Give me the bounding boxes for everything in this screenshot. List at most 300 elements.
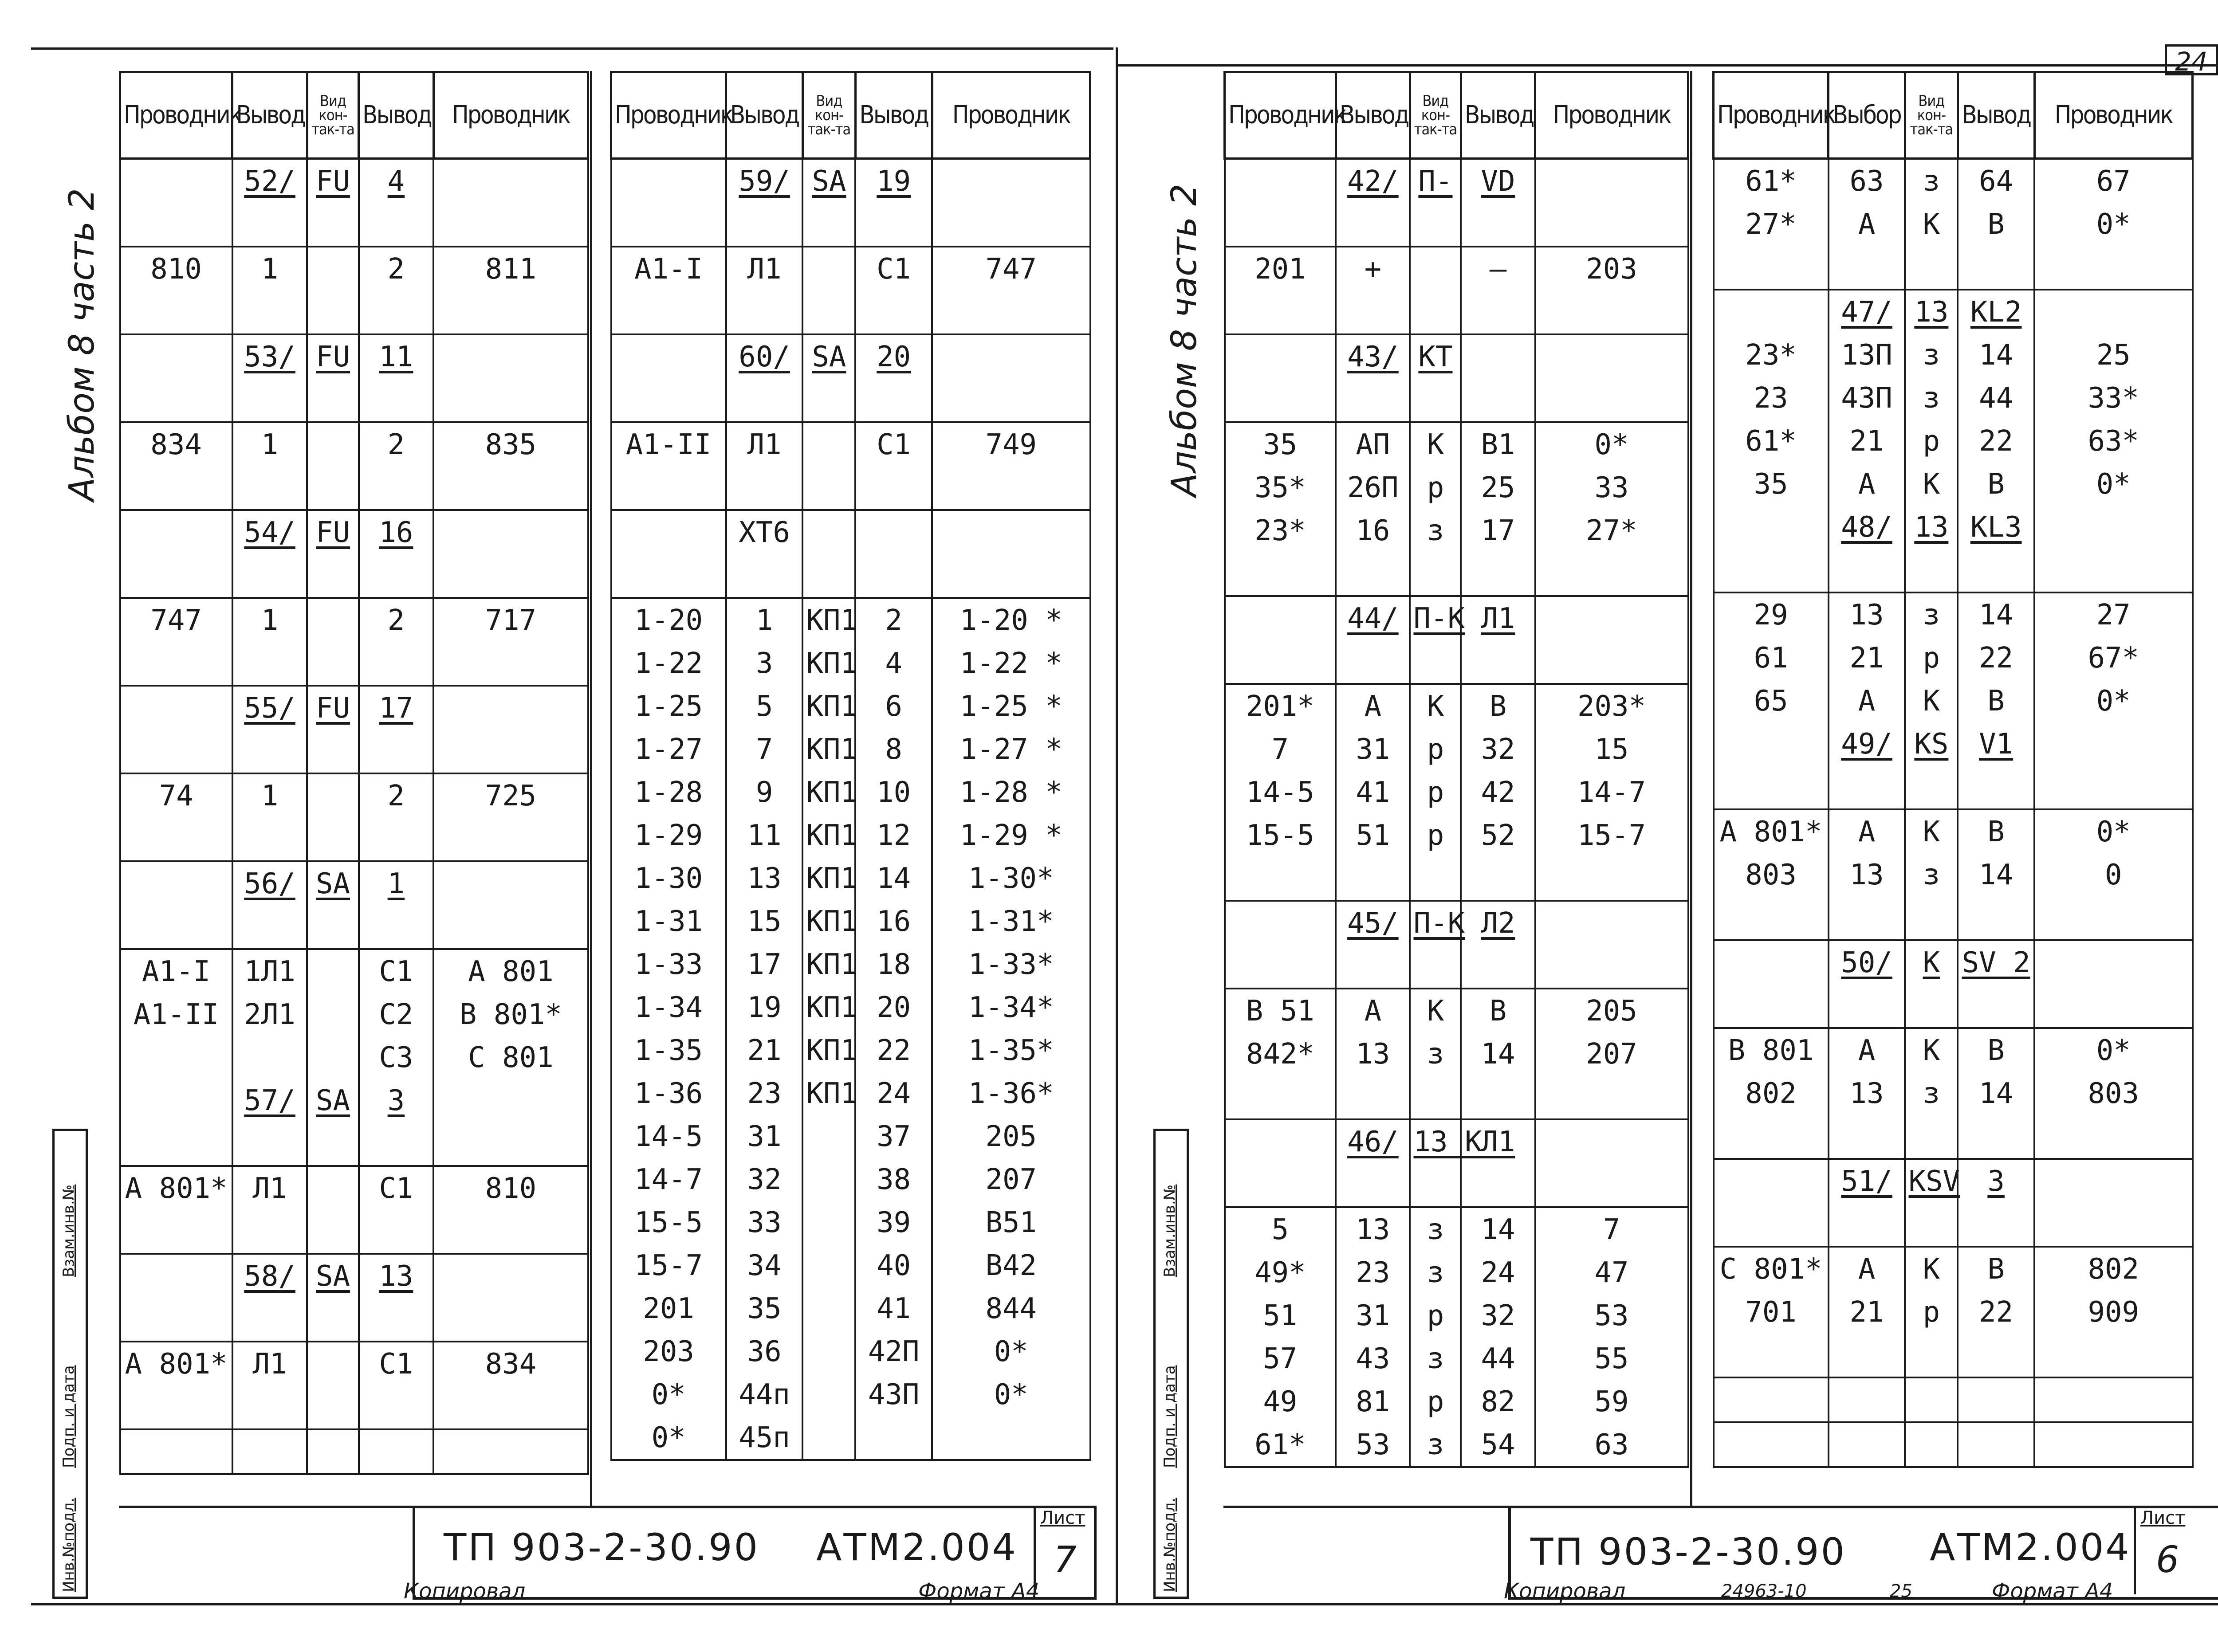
table-cell [1905, 1377, 1958, 1422]
right-table-2 [1712, 71, 2194, 1468]
table-cell: К [1905, 940, 1958, 984]
table-cell [2034, 940, 2192, 984]
table-row [611, 642, 1090, 685]
table-cell: А [1829, 1028, 1905, 1072]
table-cell [1905, 1115, 1958, 1159]
table-cell [120, 554, 232, 598]
table-cell [1410, 857, 1461, 901]
table-cell [232, 817, 307, 861]
table-cell: 205 [1535, 989, 1688, 1032]
table-cell: П- [1410, 159, 1461, 203]
table-cell: 41 [855, 1287, 932, 1330]
table-cell: 834 [120, 422, 232, 466]
table-cell [1225, 159, 1336, 203]
table-cell: 3 [726, 642, 803, 685]
table-cell: 13 [1905, 290, 1958, 334]
table-cell [1905, 1422, 1958, 1467]
table-cell: 0* [2034, 809, 2192, 853]
table-cell: з [1905, 593, 1958, 636]
table-cell [232, 466, 307, 510]
table-cell: 60/ [726, 334, 803, 378]
table-cell [433, 290, 588, 334]
table-cell: 14 [1958, 593, 2034, 636]
table-cell [1958, 896, 2034, 940]
table-cell: 10 [855, 771, 932, 814]
table-cell [1958, 765, 2034, 809]
table-cell [307, 598, 358, 642]
table-row [1714, 1422, 2193, 1467]
table-row [1714, 765, 2193, 809]
table-cell: К [1905, 809, 1958, 853]
table-cell: з [1410, 1251, 1461, 1294]
table-row [1714, 1377, 2193, 1422]
table-cell: 16 [855, 900, 932, 943]
table-cell: 18 [855, 943, 932, 986]
table-cell [2034, 722, 2192, 765]
table-cell: 31 [726, 1115, 803, 1158]
table-cell: А [1829, 203, 1905, 246]
table-cell: А [1829, 679, 1905, 722]
table-row [1225, 814, 1688, 857]
table-row [120, 598, 588, 642]
right-stamp-label-1: Инв.№подл. [1161, 1498, 1179, 1592]
table-cell [1535, 640, 1688, 684]
table-row [611, 1287, 1090, 1330]
table-row [611, 814, 1090, 857]
table-cell: 11 [726, 814, 803, 857]
column-header: Выбор [1829, 72, 1905, 159]
table-cell [1829, 1377, 1905, 1422]
table-row [120, 159, 588, 203]
column-header: Вид кон-так-та [802, 72, 855, 159]
table-cell [359, 817, 434, 861]
table-cell [359, 642, 434, 686]
table-cell: 43/ [1336, 334, 1410, 378]
table-cell: 54 [1461, 1423, 1535, 1467]
table-cell: KL2 [1958, 290, 2034, 334]
table-row [120, 290, 588, 334]
table-cell [611, 510, 726, 554]
table-row [1225, 1380, 1688, 1423]
table-cell [1336, 290, 1410, 334]
table-row [120, 861, 588, 905]
table-cell [120, 1385, 232, 1429]
left-list-label: Лист [1040, 1508, 1085, 1528]
table-cell: К [1905, 679, 1958, 722]
right-stamp-label-3: Взам.инв.№ [1161, 1184, 1179, 1277]
table-cell [232, 290, 307, 334]
table-cell [1535, 596, 1688, 640]
table-cell [726, 290, 803, 334]
table-cell [1958, 1377, 2034, 1422]
table-cell [855, 510, 932, 554]
table-cell: 13 [1336, 1207, 1410, 1251]
table-row [120, 203, 588, 247]
table-cell [120, 203, 232, 247]
table-cell: 23 [726, 1072, 803, 1115]
table-cell: А [1829, 809, 1905, 853]
table-row [120, 554, 588, 598]
table-cell: 1-22 [611, 642, 726, 685]
table-cell: р [1410, 1294, 1461, 1337]
table-cell [1535, 945, 1688, 989]
table-cell: КП1 [802, 1029, 855, 1072]
table-row [1225, 1032, 1688, 1075]
table-cell: 59/ [726, 159, 803, 203]
table-cell: 65 [1714, 679, 1829, 722]
table-row [120, 466, 588, 510]
table-row [611, 1373, 1090, 1416]
table-cell [359, 1122, 434, 1166]
table-row [120, 730, 588, 773]
table-cell: 1-29 [611, 814, 726, 857]
table-cell [359, 905, 434, 949]
table-cell: 14-7 [1535, 771, 1688, 814]
table-cell: 47 [1535, 1251, 1688, 1294]
table-cell: 15-5 [611, 1201, 726, 1244]
table-cell [232, 203, 307, 247]
table-row [1225, 422, 1688, 466]
table-row [1225, 1207, 1688, 1251]
table-cell: В [1958, 463, 2034, 506]
table-cell [1905, 246, 1958, 290]
table-row [611, 685, 1090, 728]
table-cell: 3 [1958, 1159, 2034, 1203]
table-row [611, 1416, 1090, 1460]
table-row [1225, 857, 1688, 901]
table-cell: 201* [1225, 684, 1336, 728]
table-cell: 0* [2034, 1028, 2192, 1072]
table-cell: 14-7 [611, 1158, 726, 1201]
table-cell [120, 1429, 232, 1474]
table-cell: КП1 [802, 1072, 855, 1115]
table-row [611, 1330, 1090, 1373]
table-cell [307, 905, 358, 949]
table-cell: 749 [932, 422, 1090, 466]
table-cell [120, 905, 232, 949]
table-cell [1829, 246, 1905, 290]
table-cell [1225, 1075, 1336, 1119]
table-cell: 16 [359, 510, 434, 554]
table-cell: 40 [855, 1244, 932, 1287]
table-cell [307, 422, 358, 466]
table-cell [1905, 765, 1958, 809]
table-cell [120, 817, 232, 861]
table-cell [307, 730, 358, 773]
table-cell: 20 [855, 986, 932, 1029]
table-cell: 2Л1 [232, 993, 307, 1036]
table-cell: 747 [120, 598, 232, 642]
table-cell: 45/ [1336, 901, 1410, 945]
table-row [1714, 896, 2193, 940]
table-cell: 0* [932, 1373, 1090, 1416]
table-cell [1714, 506, 1829, 549]
table-cell: 24 [1461, 1251, 1535, 1294]
table-cell: р [1905, 1291, 1958, 1334]
table-cell [359, 554, 434, 598]
table-cell: 1 [232, 247, 307, 290]
column-header: Вывод [232, 72, 307, 159]
table-cell: 2 [359, 247, 434, 290]
table-cell [802, 1416, 855, 1460]
table-cell: 1-27 [611, 728, 726, 771]
table-cell [802, 247, 855, 290]
table-cell [2034, 765, 2192, 809]
table-cell: 48/ [1829, 506, 1905, 549]
table-row [1714, 593, 2193, 636]
table-cell: 35* [1225, 466, 1336, 509]
table-row [611, 598, 1090, 642]
table-cell: 1-28 [611, 771, 726, 814]
table-cell: 13 [359, 1254, 434, 1298]
table-row [120, 817, 588, 861]
table-cell: 7 [726, 728, 803, 771]
table-cell: 21 [1829, 636, 1905, 679]
table-row [120, 1079, 588, 1122]
table-cell: 58/ [232, 1254, 307, 1298]
table-cell [802, 422, 855, 466]
table-cell [1958, 1203, 2034, 1247]
table-cell [433, 1385, 588, 1429]
table-cell: 14-5 [611, 1115, 726, 1158]
table-cell: КП1 [802, 771, 855, 814]
table-cell [232, 378, 307, 422]
table-cell [726, 203, 803, 247]
table-cell: 4 [359, 159, 434, 203]
table-row [1714, 506, 2193, 549]
table-cell: 42 [1461, 771, 1535, 814]
bottom-border-line [31, 1603, 2218, 1605]
table-cell [855, 466, 932, 510]
table-cell: з [1410, 1032, 1461, 1075]
left-stamp-label-3: Взам.инв.№ [60, 1184, 78, 1277]
table-cell: А [1336, 989, 1410, 1032]
table-cell: 45п [726, 1416, 803, 1460]
table-cell [1905, 1334, 1958, 1377]
table-cell [802, 1158, 855, 1201]
table-row [1714, 940, 2193, 984]
table-cell: 9 [726, 771, 803, 814]
table-cell: FU [307, 686, 358, 730]
table-cell: 207 [932, 1158, 1090, 1201]
table-cell: В [1958, 809, 2034, 853]
table-cell [1714, 1334, 1829, 1377]
table-cell: 0* [611, 1416, 726, 1460]
table-row [611, 900, 1090, 943]
table-row [611, 1115, 1090, 1158]
table-cell [1905, 896, 1958, 940]
table-cell: 34 [726, 1244, 803, 1287]
table-cell: 49/ [1829, 722, 1905, 765]
table-row [1225, 945, 1688, 989]
table-row [1714, 290, 2193, 334]
table-row [1225, 901, 1688, 945]
table-cell [307, 554, 358, 598]
table-cell: р [1410, 814, 1461, 857]
table-cell [1905, 549, 1958, 593]
table-cell: C1 [359, 1342, 434, 1385]
table-row [1225, 378, 1688, 422]
table-cell [307, 1385, 358, 1429]
table-cell: SA [307, 1079, 358, 1122]
table-cell [232, 1210, 307, 1254]
table-cell [307, 817, 358, 861]
left-list-number: 7 [1054, 1539, 1077, 1581]
table-row [611, 771, 1090, 814]
table-cell: 0* [611, 1373, 726, 1416]
table-cell: К [1905, 463, 1958, 506]
table-cell [1336, 1075, 1410, 1119]
table-cell [1336, 203, 1410, 247]
top-border-line-right [1118, 64, 2218, 67]
table-cell: К [1905, 1247, 1958, 1291]
table-cell: 5 [1225, 1207, 1336, 1251]
table-cell: 811 [433, 247, 588, 290]
table-cell: 8 [855, 728, 932, 771]
table-row [120, 1166, 588, 1210]
table-cell [802, 1201, 855, 1244]
column-header: Проводник [1714, 72, 1829, 159]
table-cell: A 801* [1714, 809, 1829, 853]
table-cell: 81 [1336, 1380, 1410, 1423]
table-cell [433, 1429, 588, 1474]
table-cell: Л1 [726, 422, 803, 466]
table-cell: 6 [855, 685, 932, 728]
table-cell: 1-30 [611, 857, 726, 900]
table-row [611, 378, 1090, 422]
table-cell: 38 [855, 1158, 932, 1201]
table-cell: 13 [1905, 506, 1958, 549]
table-cell: 23 [1336, 1251, 1410, 1294]
column-header: Проводник [1225, 72, 1336, 159]
table-cell: C3 [359, 1036, 434, 1079]
table-cell [611, 290, 726, 334]
table-cell [2034, 1334, 2192, 1377]
table-cell: А [1829, 1247, 1905, 1291]
table-row [611, 334, 1090, 378]
table-cell: SV 2 [1958, 940, 2034, 984]
table-cell: C1 [855, 422, 932, 466]
table-cell: 701 [1714, 1291, 1829, 1334]
table-cell: 14 [1461, 1032, 1535, 1075]
table-cell [1225, 596, 1336, 640]
table-row [1225, 1075, 1688, 1119]
table-cell: з [1410, 1337, 1461, 1380]
table-cell: 2 [359, 422, 434, 466]
table-cell [359, 1298, 434, 1342]
table-cell: 43П [1829, 377, 1905, 420]
table-cell [433, 1298, 588, 1342]
table-cell: 37 [855, 1115, 932, 1158]
table-cell [433, 466, 588, 510]
table-cell: 1-20 [611, 598, 726, 642]
table-cell [1225, 640, 1336, 684]
table-cell [1461, 290, 1535, 334]
table-cell: KSV [1905, 1159, 1958, 1203]
table-cell: 1 [232, 773, 307, 817]
table-cell [1535, 203, 1688, 247]
table-cell: К [1410, 684, 1461, 728]
table-cell: 2 [855, 598, 932, 642]
table-cell: Л1 [1461, 596, 1535, 640]
table-cell: 17 [726, 943, 803, 986]
table-cell [232, 1036, 307, 1079]
table-cell: з [1905, 853, 1958, 896]
table-cell [802, 1115, 855, 1158]
table-cell: 1-22 * [932, 642, 1090, 685]
table-cell: з [1410, 1423, 1461, 1467]
table-cell: Л1 [232, 1342, 307, 1385]
table-cell: 16 [1336, 509, 1410, 552]
table-cell [307, 247, 358, 290]
table-cell: 1-33 [611, 943, 726, 986]
table-cell: 5 [726, 685, 803, 728]
table-cell [1410, 1075, 1461, 1119]
table-cell [307, 1342, 358, 1385]
table-cell: 82 [1461, 1380, 1535, 1423]
table-row [120, 1298, 588, 1342]
table-row [120, 422, 588, 466]
column-header: Проводник [1535, 72, 1688, 159]
table-cell [433, 159, 588, 203]
table-cell [802, 554, 855, 598]
table-row [611, 247, 1090, 290]
table-cell: 33* [2034, 377, 2192, 420]
table-row [1225, 509, 1688, 552]
table-row [1714, 853, 2193, 896]
table-cell: 201 [1225, 247, 1336, 290]
table-row [120, 1210, 588, 1254]
table-cell: 39 [855, 1201, 932, 1244]
table-cell: В [1958, 679, 2034, 722]
table-cell [802, 510, 855, 554]
table-cell: 23* [1225, 509, 1336, 552]
table-cell: з [1410, 1207, 1461, 1251]
table-cell [2034, 506, 2192, 549]
table-cell [307, 1122, 358, 1166]
table-cell: 13 [1829, 1072, 1905, 1115]
left-stamp-label-2: Подп. и дата [60, 1365, 78, 1468]
table-row [1714, 377, 2193, 420]
table-cell [1535, 378, 1688, 422]
table-cell: B51 [932, 1201, 1090, 1244]
column-header: Проводник [932, 72, 1090, 159]
table-cell [802, 378, 855, 422]
table-cell: В [1958, 1028, 2034, 1072]
table-cell: 22 [1958, 420, 2034, 463]
table-cell [307, 1210, 358, 1254]
table-cell [232, 554, 307, 598]
table-cell: SA [307, 1254, 358, 1298]
left-table-1 [119, 71, 589, 1475]
table-cell: 23 [1714, 377, 1829, 420]
table-cell: 22 [1958, 1291, 2034, 1334]
table-cell: КП1 [802, 728, 855, 771]
table-cell: VD [1461, 159, 1535, 203]
table-cell: 1-28 * [932, 771, 1090, 814]
table-cell [120, 730, 232, 773]
table-cell: 14 [1958, 334, 2034, 377]
table-cell: 1-27 * [932, 728, 1090, 771]
table-cell: 33 [726, 1201, 803, 1244]
table-cell [1958, 246, 2034, 290]
table-cell: 13 [726, 857, 803, 900]
table-cell: з [1905, 1072, 1958, 1115]
table-cell [1714, 1422, 1829, 1467]
table-cell [232, 730, 307, 773]
table-row [120, 773, 588, 817]
table-cell [2034, 1377, 2192, 1422]
